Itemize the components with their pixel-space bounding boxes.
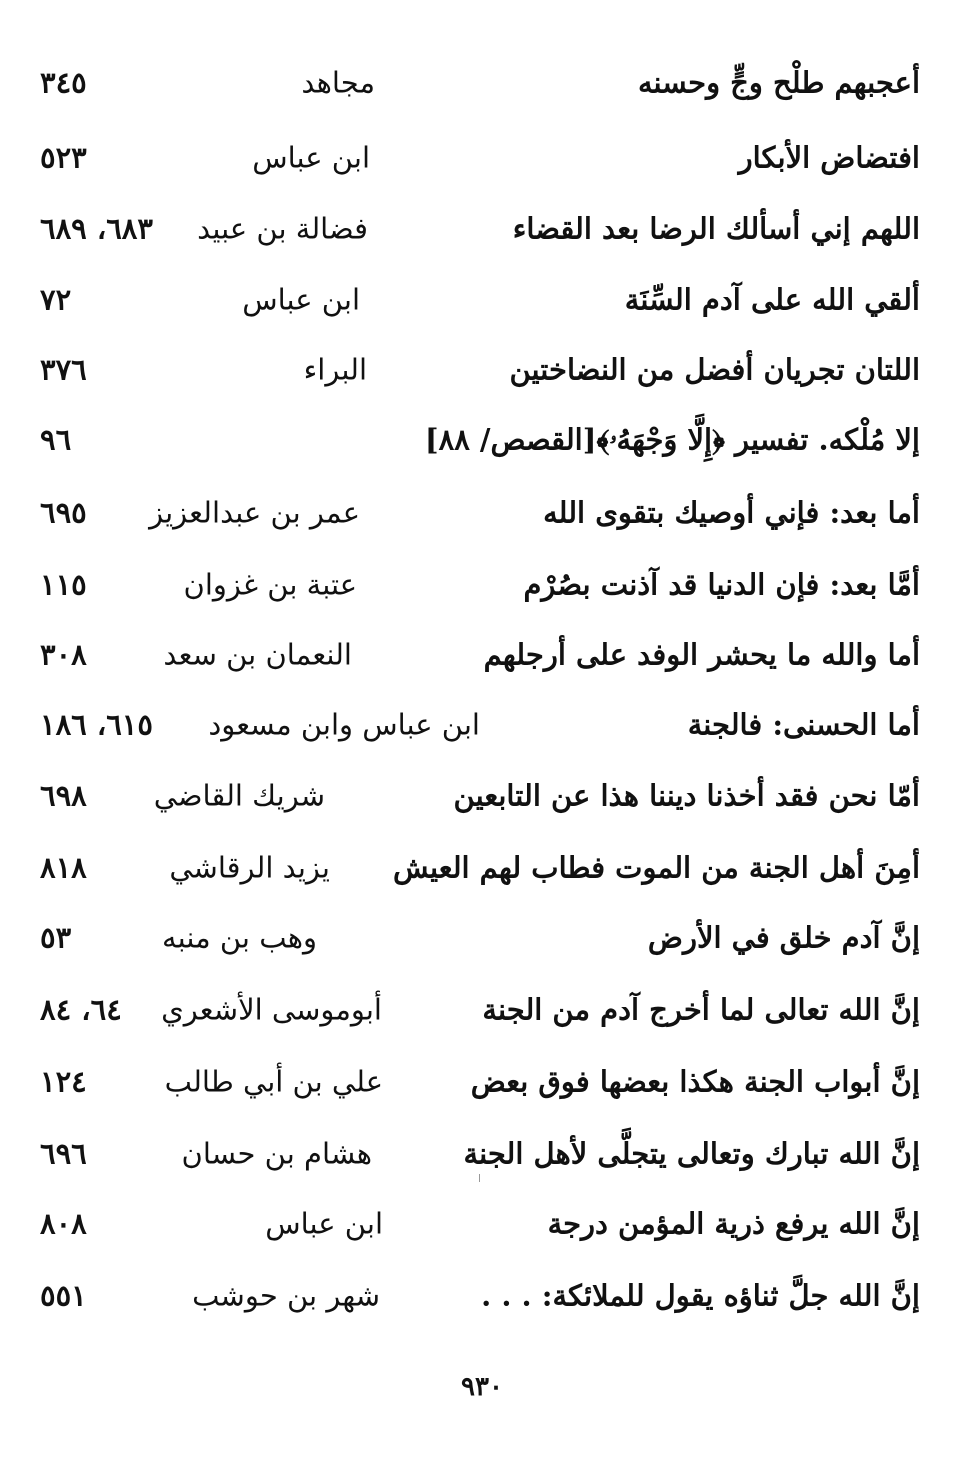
entry-text: إنَّ الله يرفع ذرية المؤمن درجة (547, 1206, 920, 1241)
entry-narrator: عتبة بن غزوان (183, 567, 357, 602)
entry-narrator: علي بن أبي طالب (164, 1064, 383, 1099)
list-item (40, 555, 920, 615)
entry-pages: ١١٥ (40, 567, 87, 602)
entry-pages: ١٢٤ (40, 1064, 87, 1099)
list-item (40, 980, 920, 1040)
entry-pages: ٣٤٥ (40, 65, 87, 100)
entry-text: أما والله ما يحشر الوفد على أرجلهم (483, 637, 920, 672)
entry-narrator: شريك القاضي (153, 778, 325, 813)
entry-text: إلا مُلْكه. تفسير ﴿إِلَّا وَجْهَهُۥ﴾[القصص/ ٨٨] (424, 422, 920, 457)
list-item (40, 53, 920, 113)
list-item (40, 766, 920, 826)
entry-pages: ٦٩٨ (40, 778, 87, 813)
list-item (40, 340, 920, 400)
list-item (40, 625, 920, 685)
list-item (40, 410, 920, 470)
entry-narrator: البراء (303, 352, 367, 387)
page-number: ٩٣٠ (461, 1372, 503, 1402)
entry-text: أمِنَ أهل الجنة من الموت فطاب لهم العيش (392, 850, 920, 885)
entry-narrator: مجاهد (301, 65, 375, 100)
entry-narrator: ابن عباس وابن مسعود (208, 707, 480, 742)
entry-pages: ٦٩٦ (40, 1136, 87, 1171)
list-item (40, 1194, 920, 1254)
list-item (40, 270, 920, 330)
entry-text: أمَّا بعد: فإن الدنيا قد آذنت بصُرْم (523, 567, 920, 602)
entry-text: أما بعد: فإني أوصيك بتقوى الله (543, 495, 920, 530)
entry-pages: ٦٩٥ (40, 495, 87, 530)
entry-narrator: هشام بن حسان (181, 1136, 372, 1171)
entry-pages: ٦٨٣، ٦٨٩ (40, 211, 153, 246)
list-item (40, 1266, 920, 1326)
entry-narrator: شهر بن حوشب (192, 1278, 380, 1313)
entry-pages: ٨٠٨ (40, 1206, 87, 1241)
list-item (40, 483, 920, 543)
entry-pages: ٥٥١ (40, 1278, 87, 1313)
entry-pages: ٣٧٦ (40, 352, 87, 387)
entry-narrator: ابن عباس (242, 282, 360, 317)
entry-pages: ٥٢٣ (40, 140, 87, 175)
list-item (40, 908, 920, 968)
list-item (40, 1124, 920, 1184)
entry-narrator: وهب بن منبه (162, 920, 317, 955)
entry-text: افتضاض الأبكار (738, 140, 920, 175)
entry-pages: ٨١٨ (40, 850, 87, 885)
list-item (40, 838, 920, 898)
list-item (40, 695, 920, 755)
list-item (40, 1052, 920, 1112)
entry-narrator: ابن عباس (252, 140, 370, 175)
entry-text: أعجبهم طلْح وجٍّ وحسنه (637, 65, 920, 100)
entry-pages: ٧٢ (40, 282, 72, 317)
entry-narrator: ابن عباس (265, 1206, 383, 1241)
entry-pages: ٥٣ (40, 920, 72, 955)
entry-pages: ٣٠٨ (40, 637, 87, 672)
entry-narrator: عمر بن عبدالعزيز (149, 495, 360, 530)
entry-text: ألقي الله على آدم السِّنَة (624, 282, 920, 317)
entry-text: أما الحسنى: فالجنة (687, 707, 920, 742)
entry-text: إنَّ الله جلَّ ثناؤه يقول للملائكة: . . . (481, 1278, 920, 1313)
entry-text: إنَّ آدم خلق في الأرض (647, 920, 920, 955)
entry-text: أمّا نحن فقد أخذنا ديننا هذا عن التابعين (453, 778, 920, 813)
entry-narrator: النعمان بن سعد (163, 637, 352, 672)
entry-pages: ٦١٥، ١٨٦ (40, 707, 153, 742)
entry-text: اللتان تجريان أفضل من النضاختين (509, 352, 920, 387)
list-item (40, 199, 920, 259)
entry-narrator: فضالة بن عبيد (197, 211, 368, 246)
entry-narrator: أبوموسى الأشعري (161, 992, 382, 1027)
print-mark (479, 1174, 480, 1182)
entry-pages: ٩٦ (40, 422, 72, 457)
entry-text: إنَّ أبواب الجنة هكذا بعضها فوق بعض (470, 1064, 920, 1099)
entry-pages: ٦٤، ٨٤ (40, 992, 122, 1027)
entry-narrator: يزيد الرقاشي (169, 850, 330, 885)
entry-text: إنَّ الله تبارك وتعالى يتجلَّى لأهل الجنة (463, 1136, 920, 1171)
entry-text: إنَّ الله تعالى لما أخرج آدم من الجنة (482, 992, 920, 1027)
list-item (40, 128, 920, 188)
entry-text: اللهم إني أسألك الرضا بعد القضاء (512, 211, 920, 246)
